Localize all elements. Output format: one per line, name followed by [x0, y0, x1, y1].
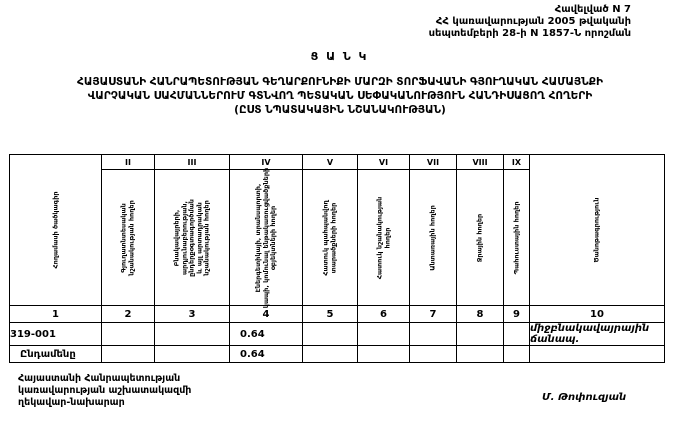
roman-6: VI	[358, 155, 410, 170]
table-row	[10, 323, 665, 346]
header-cell-6	[358, 170, 410, 306]
header-text-8: Ջրային հողեր	[475, 213, 484, 262]
total-row	[10, 346, 665, 363]
roman-2: II	[102, 155, 155, 170]
appendix-line-2: ՀՀ կառավարության 2005 թվականի	[435, 16, 631, 27]
header-text-1: Հողամասի ծածկագիր	[50, 191, 59, 269]
document-heading	[10, 75, 670, 117]
total-notes	[530, 346, 665, 363]
appendix-note	[429, 4, 631, 40]
col-number-1: 1	[10, 306, 102, 323]
col-number-6: 6	[358, 306, 410, 323]
header-text-2: Գյուղատնտեսական նշանակության հողեր	[119, 199, 135, 276]
header-text-5: Հատուկ պահպանվող տարածքների հողեր	[321, 199, 337, 276]
header-text-10: Ծանոթագրություն	[592, 197, 601, 263]
signatory-title	[18, 373, 191, 409]
appendix-line-3: սեպտեմբերի 28-ի N 1857-Ն որոշման	[428, 28, 631, 39]
header-cell-10	[530, 155, 665, 306]
header-cell-2	[102, 170, 155, 306]
header-cell-8	[457, 170, 504, 306]
header-text-6: Հատուկ նշանակության հողեր	[375, 196, 391, 279]
header-cell-1	[10, 155, 102, 306]
header-cell-5	[303, 170, 358, 306]
col-number-10: 10	[530, 306, 665, 323]
land-table	[9, 154, 665, 363]
row-notes: միջբնակավայրային ճանապ.	[530, 323, 665, 346]
roman-9: IX	[504, 155, 530, 170]
heading-line-3: (ԸՍՏ ՆՊԱՏԱԿԱՅԻՆ ՆՇԱՆԱԿՈՒԹՅԱՆ)	[234, 104, 446, 116]
document-title: Ց Ա Ն Կ	[310, 50, 369, 63]
col-number-4: 4	[230, 306, 303, 323]
roman-8: VIII	[457, 155, 504, 170]
row-value-col4: 0.64	[230, 323, 303, 346]
header-cell-7	[410, 170, 457, 306]
col-number-2: 2	[102, 306, 155, 323]
header-text-7: Անտառային հողեր	[428, 204, 437, 271]
column-number-row	[10, 306, 665, 323]
header-text-9: Պահուստային հողեր	[511, 200, 520, 275]
col-number-8: 8	[457, 306, 504, 323]
header-text-4: Էներգետիկայի, տրանսպորտի, կապի, կոմունալ ենթակառուցվածքների օբյեկտների հողեր	[253, 167, 277, 308]
row-code: 319-001	[10, 323, 102, 346]
roman-5: V	[303, 155, 358, 170]
heading-line-1: ՀԱՅԱՍՏԱՆԻ ՀԱՆՐԱՊԵՏՈՒԹՅԱՆ ԳԵՂԱՐՔՈՒՆԻՔԻ ՄԱՐԶԻ ՏՈՐՖԱՎԱՆԻ ԳՅՈՒՂԱԿԱՆ ՀԱՄԱՅՆՔԻ	[77, 76, 603, 88]
header-cell-3	[155, 170, 230, 306]
signatory-line-3: ղեկավար-նախարար	[18, 397, 125, 408]
signatory-line-1: Հայաստանի Հանրապետության	[18, 373, 181, 384]
appendix-line-1: Հավելված N 7	[554, 4, 631, 15]
col-number-5: 5	[303, 306, 358, 323]
col-number-7: 7	[410, 306, 457, 323]
heading-line-2: ՎԱՐՉԱԿԱՆ ՍԱՀՄԱՆՆԵՐՈՒՄ ԳՏՆՎՈՂ ՊԵՏԱԿԱՆ ՍԵՓԱԿԱՆՈՒԹՅՈՒՆ ՀԱՆԴԻՍԱՑՈՂ ՀՈՂԵՐԻ	[87, 90, 593, 102]
header-cell-9	[504, 170, 530, 306]
signatory-line-2: կառավարության աշխատակազմի	[18, 385, 192, 396]
header-cell-4	[230, 167, 303, 308]
roman-4: IV	[230, 155, 303, 170]
header-text-3: Բնակավայրերի, արդյունաբերության, ընդերքօգտագործման և այլ արտադրական նշանակության հողեր	[172, 198, 211, 277]
roman-header-row	[10, 155, 665, 170]
total-value-col4: 0.64	[230, 346, 303, 363]
roman-3: III	[155, 155, 230, 170]
col-number-3: 3	[155, 306, 230, 323]
signatory-name: Մ. Թոփուզյան	[542, 392, 627, 403]
total-label: Ընդամենը	[10, 346, 102, 363]
roman-7: VII	[410, 155, 457, 170]
col-number-9: 9	[504, 306, 530, 323]
